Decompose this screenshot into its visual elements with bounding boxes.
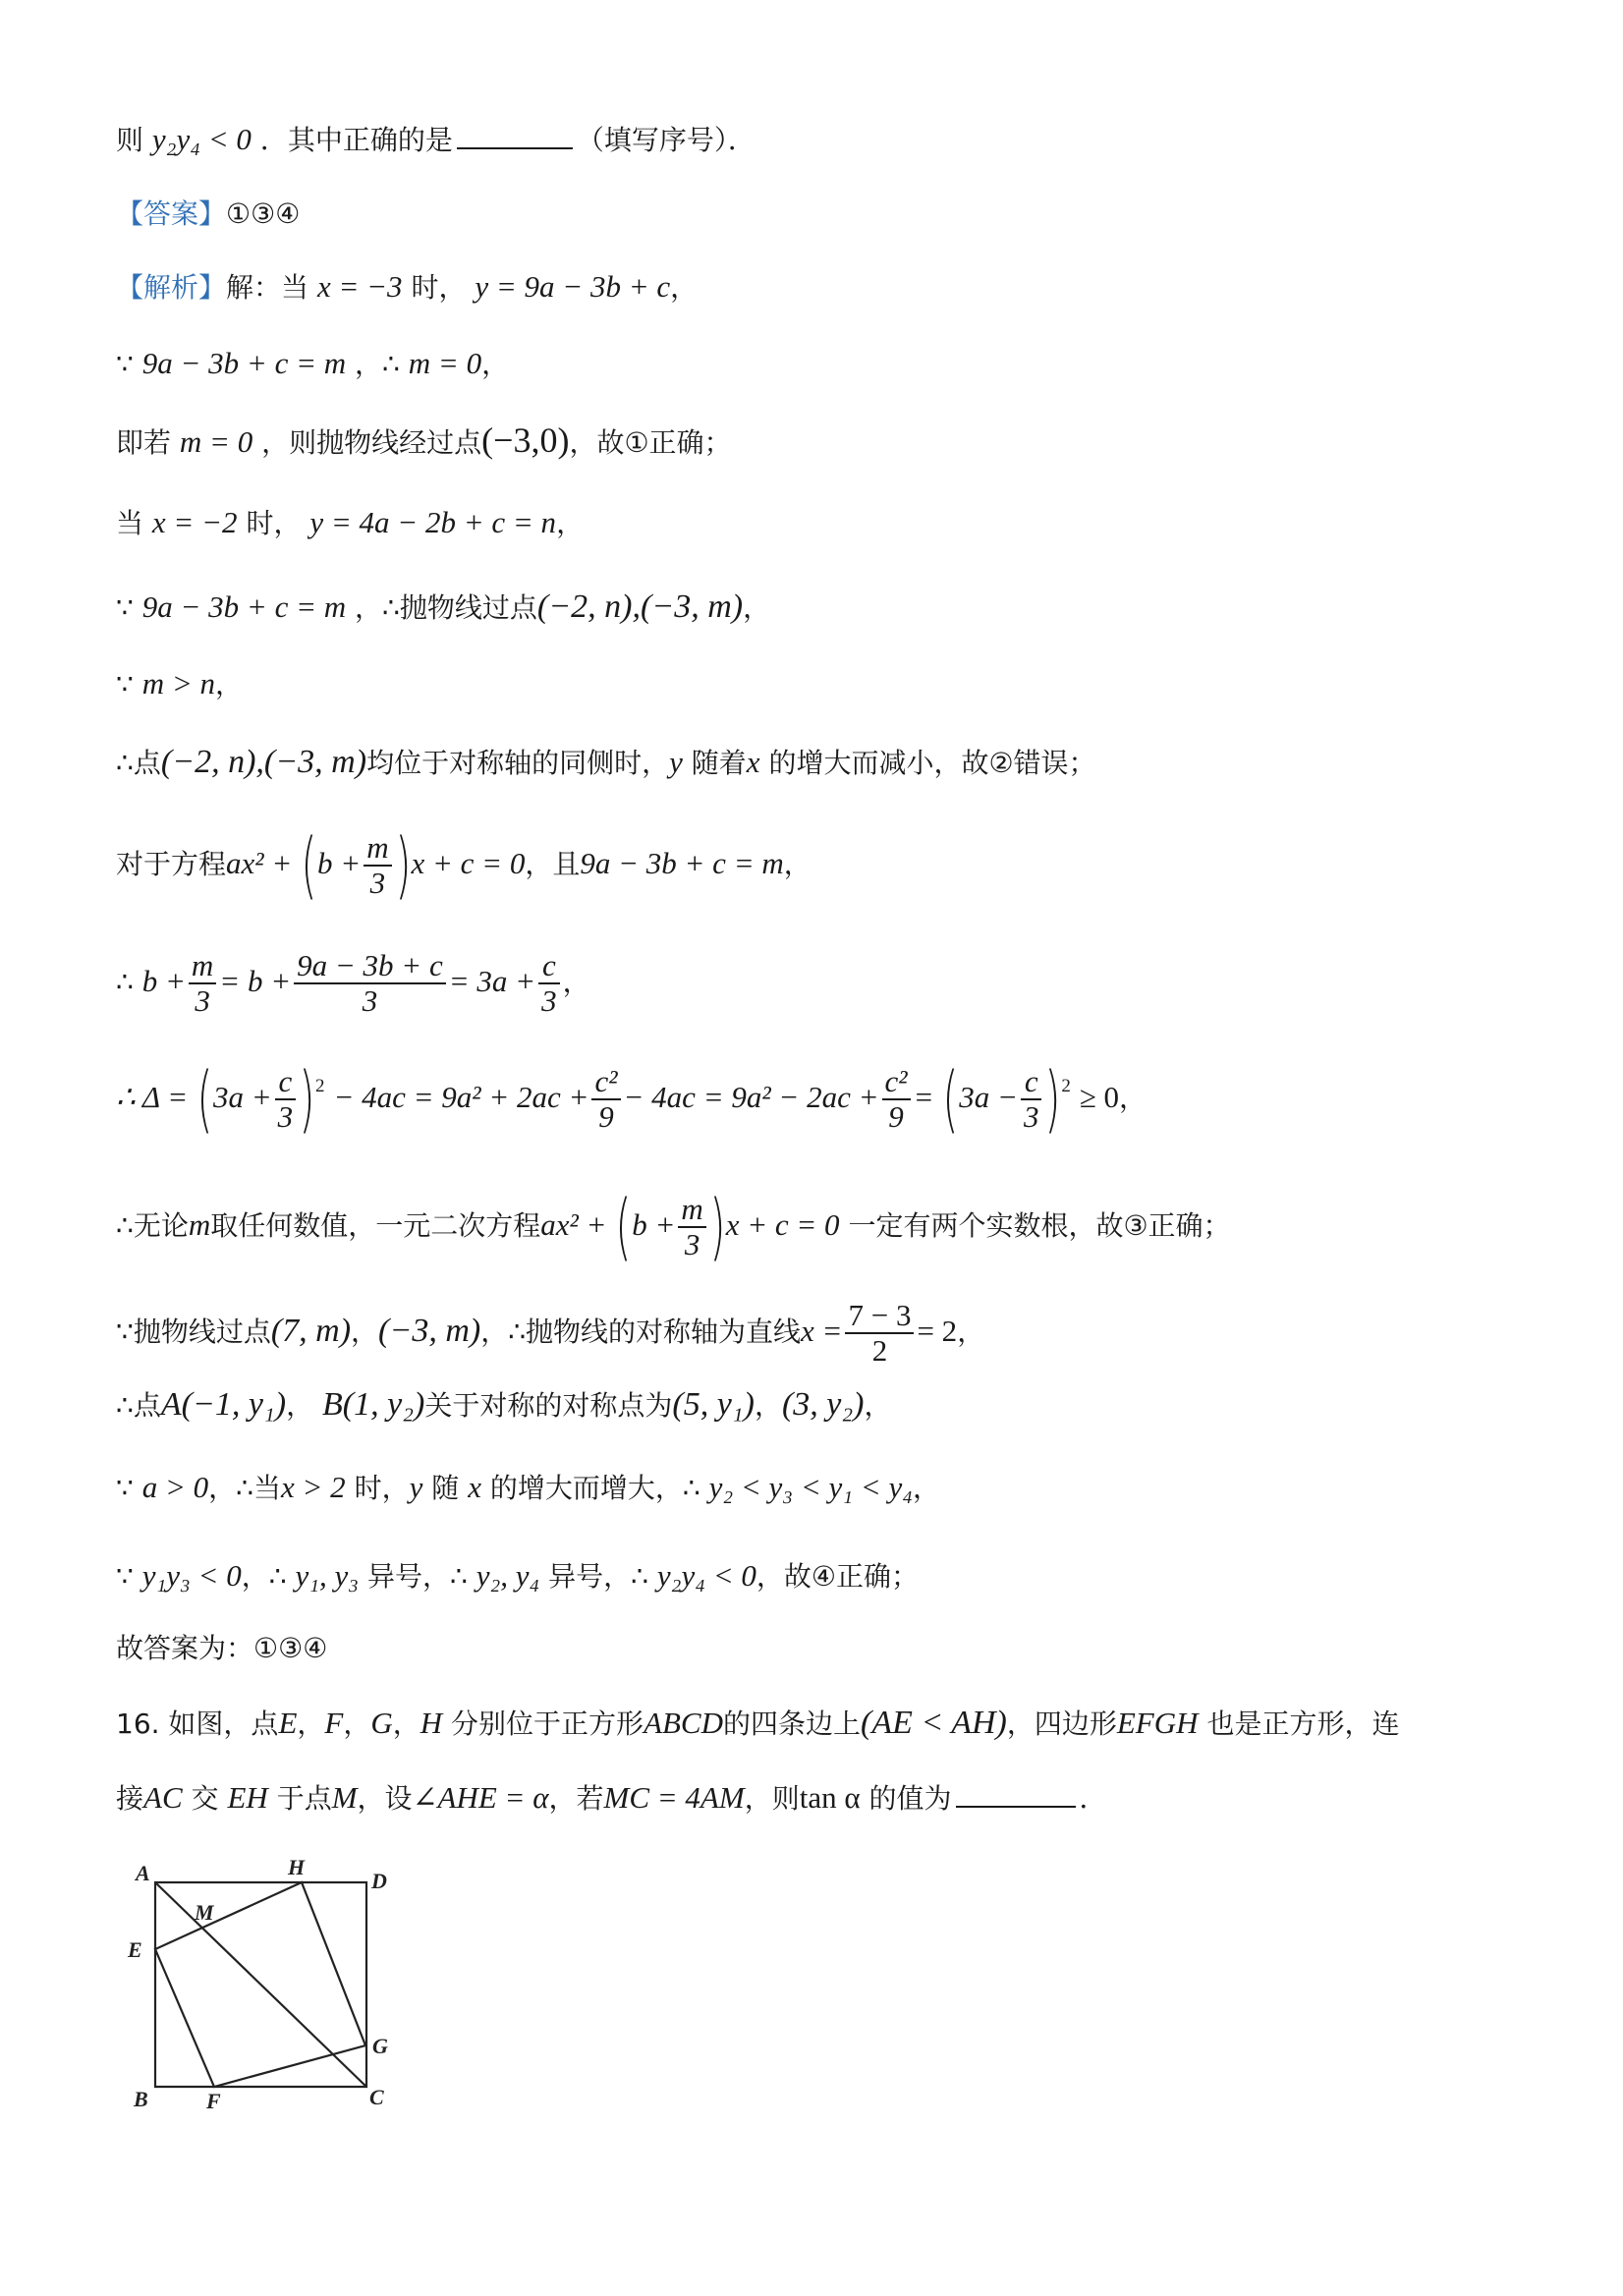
text: ， [392,1708,420,1740]
math: y₂y₄ < 0 [656,1558,756,1593]
text: ， [286,1389,314,1422]
text: ， [556,507,585,539]
text: （填写序号）． [576,124,756,156]
line-7 [116,588,770,628]
text: ， [215,668,244,700]
denominator: 3 [277,1099,294,1134]
text: ， [297,1708,325,1740]
text: 接 [116,1782,144,1815]
text: ∴ [116,966,134,998]
label-b: B [134,2087,148,2108]
line-13 [116,1185,1231,1269]
math: − 4ac = 9a² + 2ac + [333,1080,589,1114]
text: ，四边形 [1006,1708,1117,1740]
math: ax² + [226,846,293,880]
line-4 [116,344,509,384]
text: 一定有两个实数根，故③正确； [848,1209,1231,1242]
text: 的增大而增大，∴ [489,1472,700,1504]
denominator: 2 [871,1333,888,1368]
math: (AE < AH) [861,1705,1007,1741]
text: ．其中正确的是 [259,124,453,156]
text: ， [670,271,699,304]
text: ， [754,1389,782,1422]
label-h: H [288,1855,306,1879]
text: 即若 [116,426,172,459]
text: ，∴抛物线的对称轴为直线 [480,1316,802,1348]
math: (3, y₂) [781,1386,865,1423]
fraction [538,949,560,1018]
math: m = 0 [179,424,253,459]
math: ∠AHE = α [412,1780,549,1815]
right-paren: ) [709,1185,726,1269]
text: 对于方程 [116,848,227,880]
denominator: 3 [195,983,210,1018]
text: 解：当 [226,271,309,304]
line-16 [116,1468,940,1508]
numerator: c [275,1065,297,1100]
math: y = 9a − 3b + c [475,269,671,304]
text: ， [913,1472,941,1504]
text: ∵ [116,591,134,624]
question-16-line-1 [116,1704,1399,1744]
fraction [882,1065,911,1134]
denominator: 3 [1023,1099,1039,1134]
math: 9a − 3b + c = m [141,589,347,624]
left-paren: ( [196,1057,213,1142]
diagonal-ac [155,1882,366,2087]
text: ，且 [525,848,581,880]
math: MC = 4AM [603,1780,745,1815]
numerator: m [678,1193,705,1228]
answer-tag: 【答案】 [116,197,227,230]
text: 当 [116,507,144,539]
left-paren: ( [615,1185,632,1269]
label-c: C [369,2085,384,2108]
math: y₂, y₄ [476,1558,540,1593]
fraction [845,1299,914,1368]
math: G [370,1706,393,1740]
line-8 [116,664,243,704]
math: (−3,0) [481,420,570,460]
text: 时， [246,507,302,539]
numerator: c [538,949,560,984]
math: AC [143,1780,183,1815]
text: ． [1079,1782,1107,1815]
right-paren: ) [395,823,411,908]
math: E [278,1706,298,1740]
text: ∵ [116,668,134,700]
text: 时， [411,271,467,304]
label-f: F [206,2089,221,2108]
text: 异号，∴ [366,1560,468,1593]
answer-text: ①③④ [226,197,301,230]
text: 则 [116,124,144,156]
math: x = [801,1314,843,1348]
math: y [409,1470,423,1504]
denominator: 3 [541,983,557,1018]
text: 随 [431,1472,460,1504]
math: F [324,1706,344,1740]
text: 于点 [276,1782,332,1815]
math: y₂ < y₃ < y₁ < y₄ [708,1470,913,1504]
text: ∴点 [116,1389,161,1422]
line-3 [116,267,698,308]
text: ， [481,348,510,380]
fraction [678,1193,705,1261]
math: b + [632,1207,676,1242]
text: ， [743,591,771,624]
math: 3a + [213,1080,272,1114]
numerator: m [364,831,391,867]
math: m > n [141,666,216,700]
math: ∴ Δ = [116,1080,189,1114]
math: (−2, n),(−3, m) [536,588,744,625]
text: ，若 [548,1782,604,1815]
text: 关于对称的对称点为 [424,1389,673,1422]
math: = 2 [917,1314,958,1348]
math: H [420,1706,443,1740]
text: ， [864,1389,892,1422]
numerator: 7 − 3 [845,1299,914,1334]
line-9 [116,743,1096,783]
math: EH [227,1780,268,1815]
numerator: c² [882,1065,911,1100]
denominator: 3 [369,866,386,900]
math: M [331,1780,358,1815]
text: ， [562,966,590,998]
text: ，∴当 [208,1472,281,1504]
math: (−3, m) [378,1313,481,1349]
line-11 [116,949,590,1018]
right-paren: ) [1044,1057,1061,1142]
label-e: E [128,1937,142,1962]
fraction [275,1065,297,1134]
answer-blank [956,1780,1076,1808]
left-paren: ( [301,823,317,908]
math: 9a − 3b + c = m [141,346,347,380]
text: 均位于对称轴的同侧时， [366,747,670,779]
line-18 [116,1629,327,1668]
square-diagram [126,1843,411,2108]
math: ax² + [540,1207,607,1242]
numerator: 9a − 3b + c [294,949,446,984]
text: 时， [354,1472,410,1504]
line-6 [116,503,584,543]
line-14 [116,1299,984,1368]
right-paren: ) [299,1057,315,1142]
text: 异号，∴ [548,1560,648,1593]
line-12 [116,1057,1147,1142]
fraction [294,949,446,1018]
math: y [669,745,683,779]
math: (7, m) [270,1313,352,1349]
text: 的值为 [868,1782,952,1815]
geometry-figure [126,1843,411,2108]
text: ，∴ [241,1560,287,1593]
text: ， [351,1316,379,1348]
math: x [746,745,760,779]
text: ∵ [116,1472,134,1504]
label-a: A [136,1861,150,1885]
text: 16. 如图，点 [116,1708,279,1740]
line-15 [116,1385,892,1426]
text: ， [783,848,812,880]
exponent: 2 [315,1076,325,1096]
math: tan α [799,1780,861,1815]
text: ，则 [744,1782,800,1815]
math: 9a − 3b + c = m [580,846,784,880]
text: ∵抛物线过点 [116,1316,271,1348]
math: = b + [219,964,292,998]
math: (5, y₁) [672,1386,755,1423]
text: 分别位于正方形 [451,1708,644,1740]
math: ABCD [644,1706,723,1740]
denominator: 3 [362,983,378,1018]
math: x > 2 [280,1470,346,1504]
math: b + [141,964,186,998]
text: ， [343,1708,371,1740]
text: ， [957,1316,985,1348]
text: ， [1119,1082,1147,1114]
analysis-tag: 【解析】 [116,271,227,304]
line-17 [116,1556,919,1596]
text: 随着 [691,747,747,779]
label-m: M [195,1900,214,1925]
left-paren: ( [942,1057,959,1142]
math: EFGH [1116,1706,1199,1740]
denominator: 3 [684,1227,700,1261]
math: − 4ac = 9a² − 2ac + [623,1080,879,1114]
text: ∴无论 [116,1209,189,1242]
math: ≥ 0 [1079,1080,1119,1114]
text: ∵ [116,348,134,380]
math: A(−1, y₁) [160,1386,287,1423]
math: (−2, n),(−3, m) [160,744,367,780]
text: ∵ [116,1560,134,1593]
line-5 [116,420,732,463]
math: x = −3 [316,269,403,304]
answer-blank [457,122,573,149]
text: 的增大而减小，故②错误； [768,747,1096,779]
fraction [1021,1065,1042,1134]
text: 交 [191,1782,219,1815]
numerator: c² [591,1065,620,1100]
line-1 [116,120,756,160]
numerator: m [189,949,216,984]
math: y₁y₃ < 0 [141,1558,242,1593]
fraction [189,949,216,1018]
math: x + c = 0 [411,846,526,880]
math: m [188,1207,211,1242]
math: y₂y₄ < 0 [151,122,252,156]
text: ，∴抛物线过点 [355,591,537,624]
math: m = 0 [408,346,482,380]
exponent: 2 [1061,1076,1071,1096]
text: ，∴ [355,348,400,380]
math: B(1, y₂) [322,1386,425,1423]
label-g: G [372,2034,388,2058]
math: b + [317,846,362,880]
math: x + c = 0 [725,1207,840,1242]
line-10 [116,823,812,908]
fraction [364,831,391,900]
fraction [591,1065,620,1134]
math: 3a − [959,1080,1018,1114]
math: x = −2 [151,505,238,539]
math: = 3a + [448,964,536,998]
text: ，故①正确； [569,426,732,459]
math: = [913,1080,934,1114]
label-d: D [371,1869,387,1893]
text: 也是正方形，连 [1206,1708,1400,1740]
text: 故答案为：①③④ [116,1632,328,1664]
text: ，则抛物线经过点 [261,426,482,459]
text: 取任何数值，一元二次方程 [210,1209,541,1242]
text: ，故④正确； [756,1560,920,1593]
math: a > 0 [141,1470,209,1504]
math: y₁, y₃ [295,1558,360,1593]
answer-line [116,195,300,234]
denominator: 9 [888,1099,904,1134]
text: 的四条边上 [723,1708,862,1740]
numerator: c [1021,1065,1042,1100]
text: ∴点 [116,747,161,779]
math: x [468,1470,481,1504]
question-16-line-2 [116,1778,1107,1819]
math: y = 4a − 2b + c = n [309,505,557,539]
text: ，设 [357,1782,413,1815]
denominator: 9 [598,1099,614,1134]
